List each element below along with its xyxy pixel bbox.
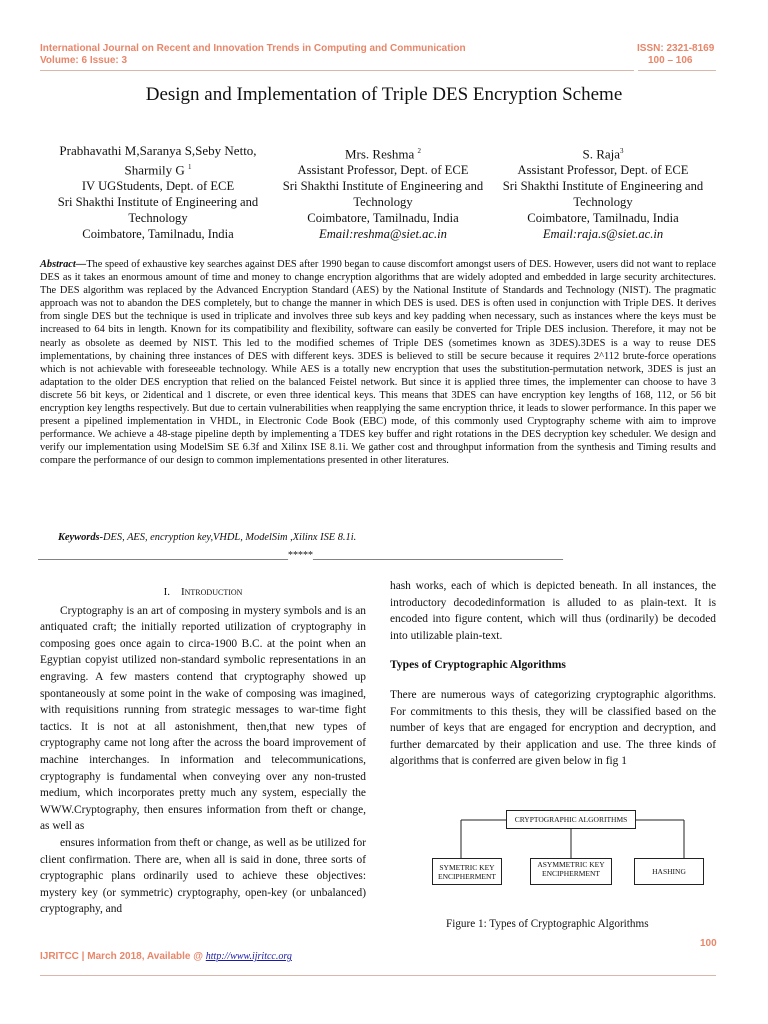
journal-issn: ISSN: 2321-8169 — [637, 43, 715, 54]
keywords-label: Keywords- — [58, 532, 104, 543]
author-name-line1: Prabhavathi M,Saranya S,Seby Netto, — [59, 143, 257, 158]
section-separator: __________________________________________________*****__________________________________________________ — [38, 550, 563, 561]
footer-rule — [40, 975, 716, 976]
author-email: Email:raja.s@siet.ac.in — [542, 227, 664, 242]
figure-node-symmetric: SYMETRIC KEY ENCIPHERMENT — [432, 858, 502, 885]
keywords-text: DES, AES, encryption key,VHDL, ModelSim ,Xilinx ISE 8.1i. — [103, 532, 357, 543]
figure-node-root: CRYPTOGRAPHIC ALGORITHMS — [506, 810, 636, 829]
figure-node-asymmetric: ASYMMETRIC KEY ENCIPHERMENT — [530, 858, 612, 885]
author-name: Mrs. Reshma $^2$ — [344, 146, 422, 162]
affiliation-line: Sri Shakthi Institute of Engineering and — [282, 179, 484, 194]
affiliation-line: Sri Shakthi Institute of Engineering and — [57, 195, 259, 210]
abstract-text: The speed of exhaustive key searches against DES after 1990 began to cause discomfort amongst users of DES. However, users did not want to replace DES as it takes an enormous amount of time and money to change encryption algorithms that are widely adopted and embedded in large security architectures. The DES algorithm was replaced by the Advanced Encryption Standard (AES) by the National Institute of Standards and Technology (NIST). The pragmatic approach was not to abandon the DES completely, but to change the manner in which DES is used. DES is often used in conjunction with Triple DES. It derives from single DES but the technique is used in triplicate and involves three sub keys and key padding when necessary, such as instances where the keys must be increased to 64 bits in length. Known for its compatibility and flexibility, software can easily be converted for Triple DES inclusion. Therefore, it may not be nearly as obsolete as deemed by NIST. This led to the modified schemes of Triple DES (sometimes known as 3DES).3DES is a way to reuse DES implementations, by chaining three instances of DES with different keys. 3DES is believed to still be secure because it requires 2^112 brute-force operations which is not achievable with foreseeable technology. While AES is a totally new encryption that uses the substitution-permutation network, 3DES is just an adaptation to the older DES encryption that relied on the balanced Feistel network. But since it is applied three times, the implementer can choose to have 3 discrete 56 bit keys, or 2identical and 1 discrete, or even three identical keys. This means that 3DES can have encryption key lengths of 168, 112, or 56 bit encryption key lengths respectively. But due to certain vulnerabilities when reapplying the same encryption thrice, it leads to slower performance. In this paper we present a pipelined implementation in VHDL, in Electronic Code Book (EBC) mode, of this commonly used Cryptography scheme with aim to improve performance. We achieve a 48-stage pipeline depth by implementing a TDES key buffer and right rotations in the DES decryption key scheduler. We design and verify our implementation using ModelSim SE 6.3f and Xilinx ISE 8.1i. We gather cost and throughput information from the synthesis and Timing results and compare the performance of our design to common implementations presented in other literatures. — [40, 259, 716, 467]
affiliation-line: Sri Shakthi Institute of Engineering and — [502, 179, 704, 194]
abstract — [40, 258, 716, 468]
affiliation-line: Assistant Professor, Dept. of ECE — [297, 163, 469, 178]
affiliation-line: Coimbatore, Tamilnadu, India — [527, 211, 679, 226]
journal-link[interactable]: http://www.ijritcc.org — [205, 951, 292, 962]
intro-paragraph-1: Cryptography is an art of composing in mystery symbols and is an antiquated craft; the initially reported utilization of cryptography in composing goes once again to circa-1900 B.C. at the point when an Egyptian copyist utilized non-standard symbolic representations in an engraving. A few masters contend that cryptography showed up spontaneously at some point in the wake of composing was imagined, with requisitions running from strategic messages to war-time fight tactics. It is not at all astonishment, then,that new types of cryptography came not long after the across the board improvement of machine interchanges. In information and telecommunications, cryptography is fundamental when conveying over any non-trusted medium, which incorporates pretty much any system, especially the WWW.Cryptography, then ensures information from theft or change, as well as — [40, 604, 366, 833]
intro-paragraph-2: ensures information from theft or change, as well as be utilized for client confirmation. There are, when all is said in done, three sorts of cryptographic plans ordinarily used to achieve these objectives: mystery key (or symmetric) cryptography, open-key (or unbalanced) cryptography, and — [40, 836, 366, 916]
author-block-3 — [490, 143, 716, 242]
page-number: 100 — [700, 938, 717, 949]
affiliation-line: IV UGStudents, Dept. of ECE — [81, 179, 235, 194]
affiliation-line: Coimbatore, Tamilnadu, India — [307, 211, 459, 226]
journal-name: International Journal on Recent and Innovation Trends in Computing and Communication — [40, 43, 466, 54]
author-email: Email:reshma@siet.ac.in — [319, 227, 447, 242]
journal-volume: Volume: 6 Issue: 3 — [40, 55, 128, 66]
keywords — [58, 532, 356, 543]
affiliation-line: Coimbatore, Tamilnadu, India — [82, 227, 234, 242]
footer-text: IJRITCC | March 2018, Available @ http://www.ijritcc.org — [40, 951, 292, 962]
subsection-heading: Types of Cryptographic Algorithms — [390, 658, 566, 672]
header-rule-left — [40, 70, 634, 71]
header-rule-right — [638, 70, 716, 71]
paper-title: Design and Implementation of Triple DES Encryption Scheme — [145, 84, 623, 105]
author-name-line2: Sharmily G $^1$ — [124, 162, 192, 178]
intro-paragraph-3: hash works, each of which is depicted beneath. In all instances, the introductory decodedinformation is alluded to as plain-text. It is encoded into figure content, which will thus (ordinarily) be decoded into utilizable plain-text. — [390, 580, 716, 642]
affiliation-line: Technology — [353, 195, 413, 210]
affiliation-line: Technology — [128, 211, 188, 226]
left-column — [40, 584, 366, 918]
affiliation-line: Technology — [573, 195, 633, 210]
abstract-label: Abstract— — [40, 259, 87, 270]
intro-paragraph-4: There are numerous ways of categorizing cryptographic algorithms. For commitments to this thesis, they will be classified based on the number of keys that are engaged for encryption and decryption, and further demarcated by their application and use. The three kinds of algorithms that is conferred are given below in fig 1 — [390, 688, 716, 768]
affiliation-line: Assistant Professor, Dept. of ECE — [517, 163, 689, 178]
section-heading: I. Introduction — [163, 586, 243, 598]
figure-node-hashing: HASHING — [634, 858, 704, 885]
author-block-2 — [270, 143, 496, 242]
figure-caption: Figure 1: Types of Cryptographic Algorithms — [446, 918, 649, 930]
right-column — [390, 578, 716, 770]
journal-pages: 100 – 106 — [648, 55, 693, 66]
author-block-1 — [40, 143, 276, 242]
author-name: S. Raja$^3$ — [582, 146, 624, 162]
